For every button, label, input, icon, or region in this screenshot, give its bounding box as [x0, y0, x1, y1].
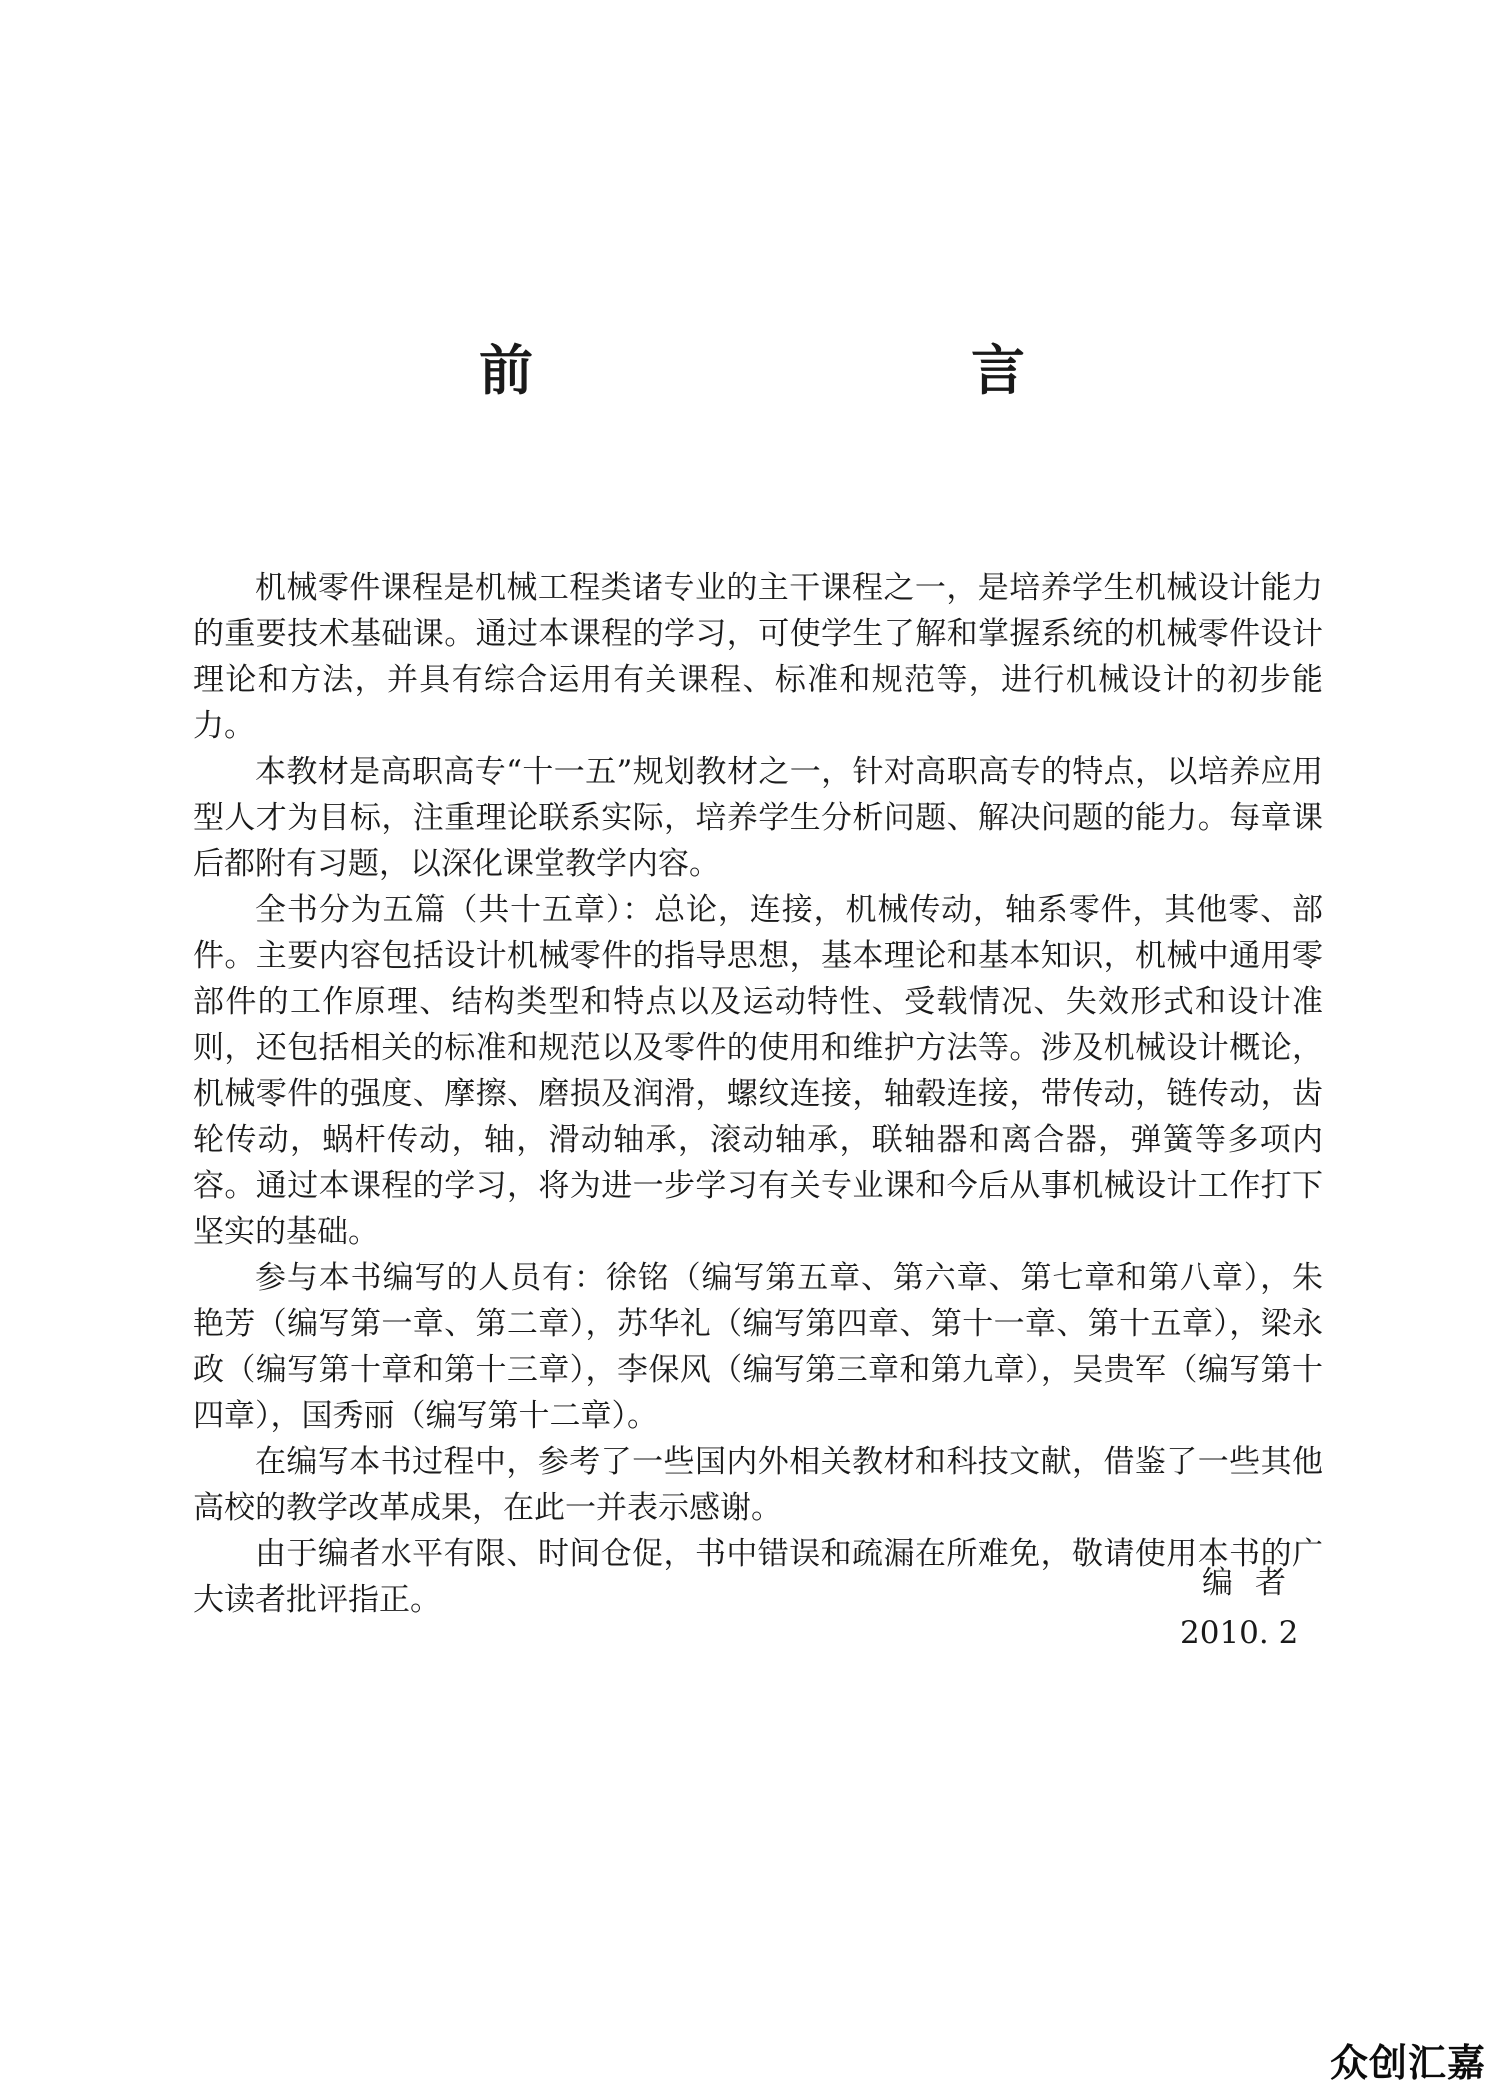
signature-block: [1180, 1558, 1340, 1658]
paragraph: 本教材是高职高专“十一五”规划教材之一，针对高职高专的特点，以培养应用型人才为目标，注重理论联系实际，培养学生分析问题、解决问题的能力。每章课后都附有习题，以深化课堂教学内容。: [193, 754, 1323, 882]
page-title: 前 言: [479, 338, 1135, 402]
paragraph: 参与本书编写的人员有：徐铭（编写第五章、第六章、第七章和第八章），朱艳芳（编写第一章、第二章），苏华礼（编写第四章、第十一章、第十五章），梁永政（编写第十章和第十三章），李保风（编写第三章和第九章），吴贵军（编写第十四章），国秀丽（编写第十二章）。: [193, 1260, 1323, 1434]
paragraph: 机械零件课程是机械工程类诸专业的主干课程之一，是培养学生机械设计能力的重要技术基础课。通过本课程的学习，可使学生了解和掌握系统的机械零件设计理论和方法，并具有综合运用有关课程、标准和规范等，进行机械设计的初步能力。: [193, 570, 1323, 744]
watermark-logo: 众创汇嘉: [1329, 2041, 1486, 2085]
signature-date: 2010. 2: [1180, 1615, 1299, 1651]
paragraph: 由于编者水平有限、时间仓促，书中错误和疏漏在所难免，敬请使用本书的广大读者批评指正。: [193, 1536, 1323, 1618]
paragraph: 全书分为五篇（共十五章）：总论，连接，机械传动，轴系零件，其他零、部件。主要内容包括设计机械零件的指导思想，基本理论和基本知识，机械中通用零部件的工作原理、结构类型和特点以及运动特性、受载情况、失效形式和设计准则，还包括相关的标准和规范以及零件的使用和维护方法等。涉及机械设计概论，机械零件的强度、摩擦、磨损及润滑，螺纹连接，轴毂连接，带传动，链传动，齿轮传动，蜗杆传动，轴，滑动轴承，滚动轴承，联轴器和离合器，弹簧等多项内容。通过本课程的学习，将为进一步学习有关专业课和今后从事机械设计工作打下坚实的基础。: [193, 892, 1323, 1250]
preface-body: [193, 565, 1323, 1623]
signature-editor: 编者: [1202, 1565, 1308, 1601]
paragraph: 在编写本书过程中，参考了一些国内外相关教材和科技文献，借鉴了一些其他高校的教学改革成果，在此一并表示感谢。: [193, 1444, 1323, 1526]
